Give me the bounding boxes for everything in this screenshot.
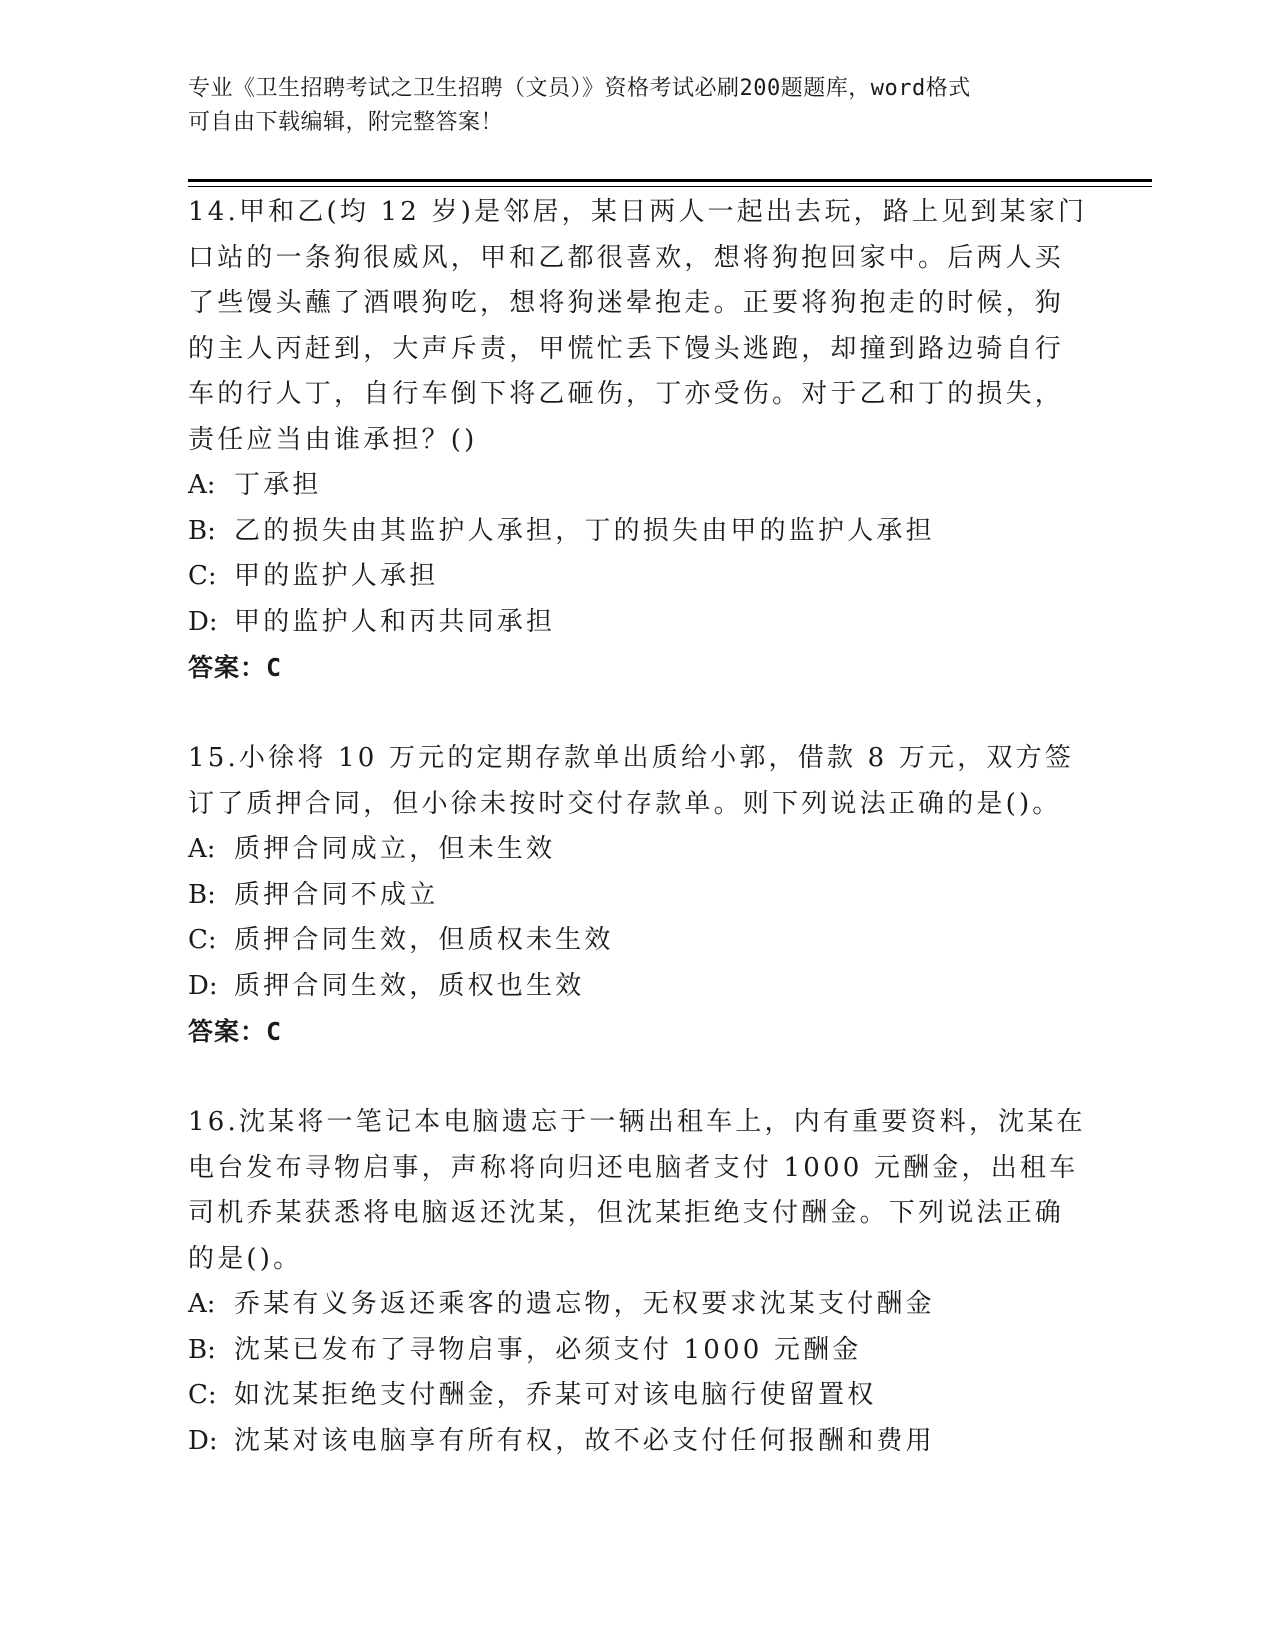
- question-15: [188, 736, 1088, 1055]
- question-14: [188, 190, 1088, 691]
- option-a: [188, 463, 1088, 509]
- option-text: 乙的损失由其监护人承担，丁的损失由甲的监护人承担: [234, 515, 935, 546]
- option-label: B:: [188, 879, 216, 910]
- option-d: [188, 1419, 1088, 1465]
- question-stem: 14.甲和乙(均 12 岁)是邻居，某日两人一起出去玩，路上见到某家门口站的一条狗很威风，甲和乙都很喜欢，想将狗抱回家中。后两人买了些馒头蘸了酒喂狗吃，想将狗迷晕抱走。正要将狗抱走的时候，狗的主人丙赶到，大声斥责，甲慌忙丢下馒头逃跑，却撞到路边骑自行车的行人丁，自行车倒下将乙砸伤，丁亦受伤。对于乙和丁的损失，责任应当由谁承担？(): [188, 197, 1088, 455]
- option-text: 质押合同不成立: [234, 879, 439, 910]
- question-spacer: [188, 1055, 1088, 1101]
- question-stem: 15.小徐将 10 万元的定期存款单出质给小郭，借款 8 万元，双方签订了质押合同，但小徐未按时交付存款单。则下列说法正确的是()。: [188, 743, 1075, 819]
- option-d: [188, 964, 1088, 1010]
- option-label: B:: [188, 1334, 216, 1365]
- header-divider-thick: [188, 179, 1152, 182]
- option-label: C:: [188, 1380, 217, 1410]
- option-text: 沈某对该电脑享有所有权，故不必支付任何报酬和费用: [234, 1425, 935, 1456]
- option-label: A:: [188, 470, 216, 500]
- option-b: [188, 873, 1088, 919]
- option-b: [188, 509, 1088, 555]
- header-title-line-1: 专业《卫生招聘考试之卫生招聘（文员）》资格考试必刷200题题库，word格式: [188, 76, 971, 101]
- option-label: A:: [188, 834, 216, 864]
- option-text: 丁承担: [234, 470, 322, 500]
- option-label: C:: [188, 925, 217, 955]
- option-text: 如沈某拒绝支付酬金，乔某可对该电脑行使留置权: [234, 1380, 877, 1410]
- option-c: [188, 1373, 1088, 1419]
- option-label: D:: [188, 1425, 218, 1456]
- option-label: D:: [188, 970, 218, 1001]
- option-d: [188, 600, 1088, 646]
- option-text: 乔某有义务返还乘客的遗忘物，无权要求沈某支付酬金: [234, 1289, 935, 1319]
- option-label: A:: [188, 1289, 216, 1319]
- option-text: 甲的监护人和丙共同承担: [234, 606, 556, 637]
- option-b: [188, 1328, 1088, 1374]
- option-c: [188, 918, 1088, 964]
- option-label: C:: [188, 561, 217, 591]
- option-a: [188, 827, 1088, 873]
- answer-line: 答案：C: [188, 653, 283, 682]
- option-label: D:: [188, 606, 218, 637]
- question-16: [188, 1100, 1088, 1464]
- option-text: 质押合同生效，质权也生效: [234, 970, 585, 1001]
- header-divider-thin: [188, 186, 1152, 187]
- question-stem: 16.沈某将一笔记本电脑遗忘于一辆出租车上，内有重要资料，沈某在电台发布寻物启事，声称将向归还电脑者支付 1000 元酬金，出租车司机乔某获悉将电脑返还沈某，但沈某拒绝支付酬金。下列说法正确的是()。: [188, 1107, 1086, 1274]
- answer-line: 答案：C: [188, 1017, 283, 1046]
- question-list: [188, 190, 1088, 1464]
- option-text: 质押合同生效，但质权未生效: [234, 925, 614, 955]
- option-text: 质押合同成立，但未生效: [234, 834, 556, 864]
- question-spacer: [188, 691, 1088, 737]
- option-a: [188, 1282, 1088, 1328]
- option-c: [188, 554, 1088, 600]
- option-text: 甲的监护人承担: [234, 561, 439, 591]
- document-header: [188, 72, 1088, 140]
- header-title-line-2: 可自由下载编辑，附完整答案！: [188, 110, 504, 135]
- option-label: B:: [188, 515, 216, 546]
- option-text: 沈某已发布了寻物启事，必须支付 1000 元酬金: [234, 1334, 862, 1365]
